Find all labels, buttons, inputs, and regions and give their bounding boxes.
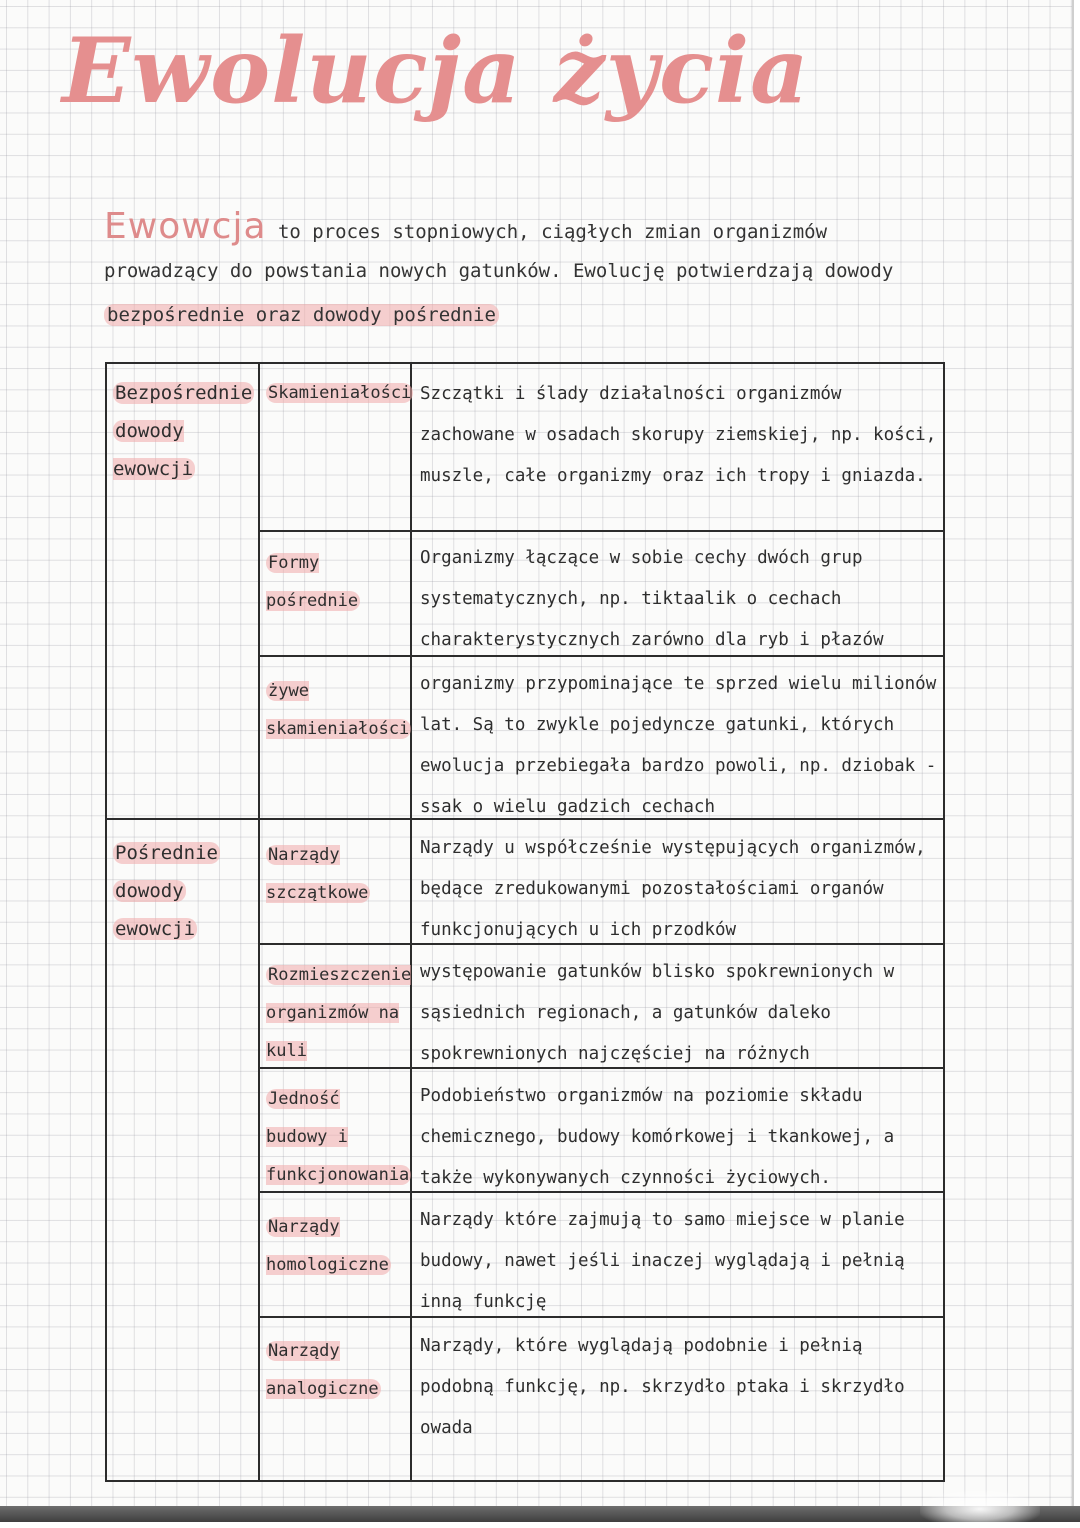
- table-row-term: [263, 542, 414, 656]
- scan-bottom-edge: [0, 1506, 1080, 1522]
- category-label: ewowcji: [115, 918, 196, 940]
- intro-line-1-text: to proces stopniowych, ciągłych zmian organizmów: [277, 221, 828, 243]
- table-row-desc: organizmy przypominające te sprzed wielu milionów lat. Są to zwykle pojedyncze gatunki, których ewolucja przebiegała bardzo powoli, np. dziobak -ssak o wielu gadzich cechach: [420, 674, 937, 817]
- intro-keyword: Ewowcja: [104, 206, 267, 247]
- term-label: Narządy szczątkowe: [266, 845, 369, 903]
- table-row-desc: występowanie gatunków blisko spokrewnionych w sąsiednich regionach, a gatunków daleko spokrewnionych najczęściej na różnych: [420, 962, 895, 1064]
- table-row-term: [263, 954, 414, 1068]
- term-label: Narządy analogiczne: [266, 1341, 379, 1399]
- category-label: dowody: [115, 880, 184, 902]
- term-label: Narządy homologiczne: [266, 1217, 389, 1275]
- table-row-desc: Narządy które zajmują to samo miejsce w planie budowy, nawet jeśli inaczej wyglądają i pełnią inną funkcję: [420, 1210, 905, 1312]
- table-row-desc: Narządy, które wyglądają podobnie i pełnią podobną funkcję, np. skrzydło ptaka i skrzydło owada: [420, 1336, 905, 1438]
- term-label: Jedność budowy i funkcjonowania: [266, 1089, 410, 1185]
- table-row-term: [263, 670, 414, 814]
- category-direct: [111, 370, 260, 818]
- table-row-desc: Podobieństwo organizmów na poziomie składu chemicznego, budowy komórkowej i tkankowej, a także wykonywanych czynności życiowych.: [420, 1086, 895, 1188]
- table-row-term: [263, 1206, 414, 1316]
- table-row-desc: Szczątki i ślady działalności organizmów zachowane w osadach skorupy ziemskiej, np. kości, muszle, całe organizmy oraz ich tropy i gniazda.: [420, 384, 937, 486]
- term-label: Rozmieszczenie organizmów na kuli: [266, 965, 411, 1068]
- intro-line-1: [104, 205, 934, 249]
- table-divider: [107, 818, 945, 820]
- table-row-desc: Organizmy łączące w sobie cechy dwóch grup systematycznych, np. tiktaalik o cechach charakterystycznych zarówno dla ryb i płazów: [420, 548, 884, 650]
- page-title: Ewolucja życia: [62, 18, 810, 124]
- category-label: Bezpośrednie: [115, 382, 253, 404]
- table-row-term: [263, 372, 414, 532]
- intro-line-3-text: bezpośrednie oraz dowody pośrednie: [104, 304, 499, 326]
- table-divider: [258, 1316, 945, 1318]
- term-label: żywe skamieniałości: [266, 681, 410, 739]
- scan-glare: [920, 1490, 1040, 1528]
- category-label: Pośrednie: [115, 842, 218, 864]
- table-row-term: [263, 1330, 414, 1444]
- table-row-desc: Narządy u współcześnie występujących organizmów, będące zredukowanymi pozostałościami organów funkcjonujących u ich przodków: [420, 838, 926, 940]
- table-row-term: [263, 1078, 414, 1192]
- term-label: Formy pośrednie: [266, 553, 359, 611]
- intro-paragraph: [104, 205, 934, 337]
- term-label: Skamieniałości: [268, 383, 412, 403]
- intro-line-3: [104, 293, 934, 337]
- table-row-term: [263, 834, 414, 944]
- evidence-table: [105, 362, 945, 1482]
- category-label: dowody ewowcji: [113, 420, 194, 480]
- category-indirect: [111, 830, 260, 1478]
- intro-line-2: prowadzący do powstania nowych gatunków. Ewolucję potwierdzają dowody: [104, 260, 894, 282]
